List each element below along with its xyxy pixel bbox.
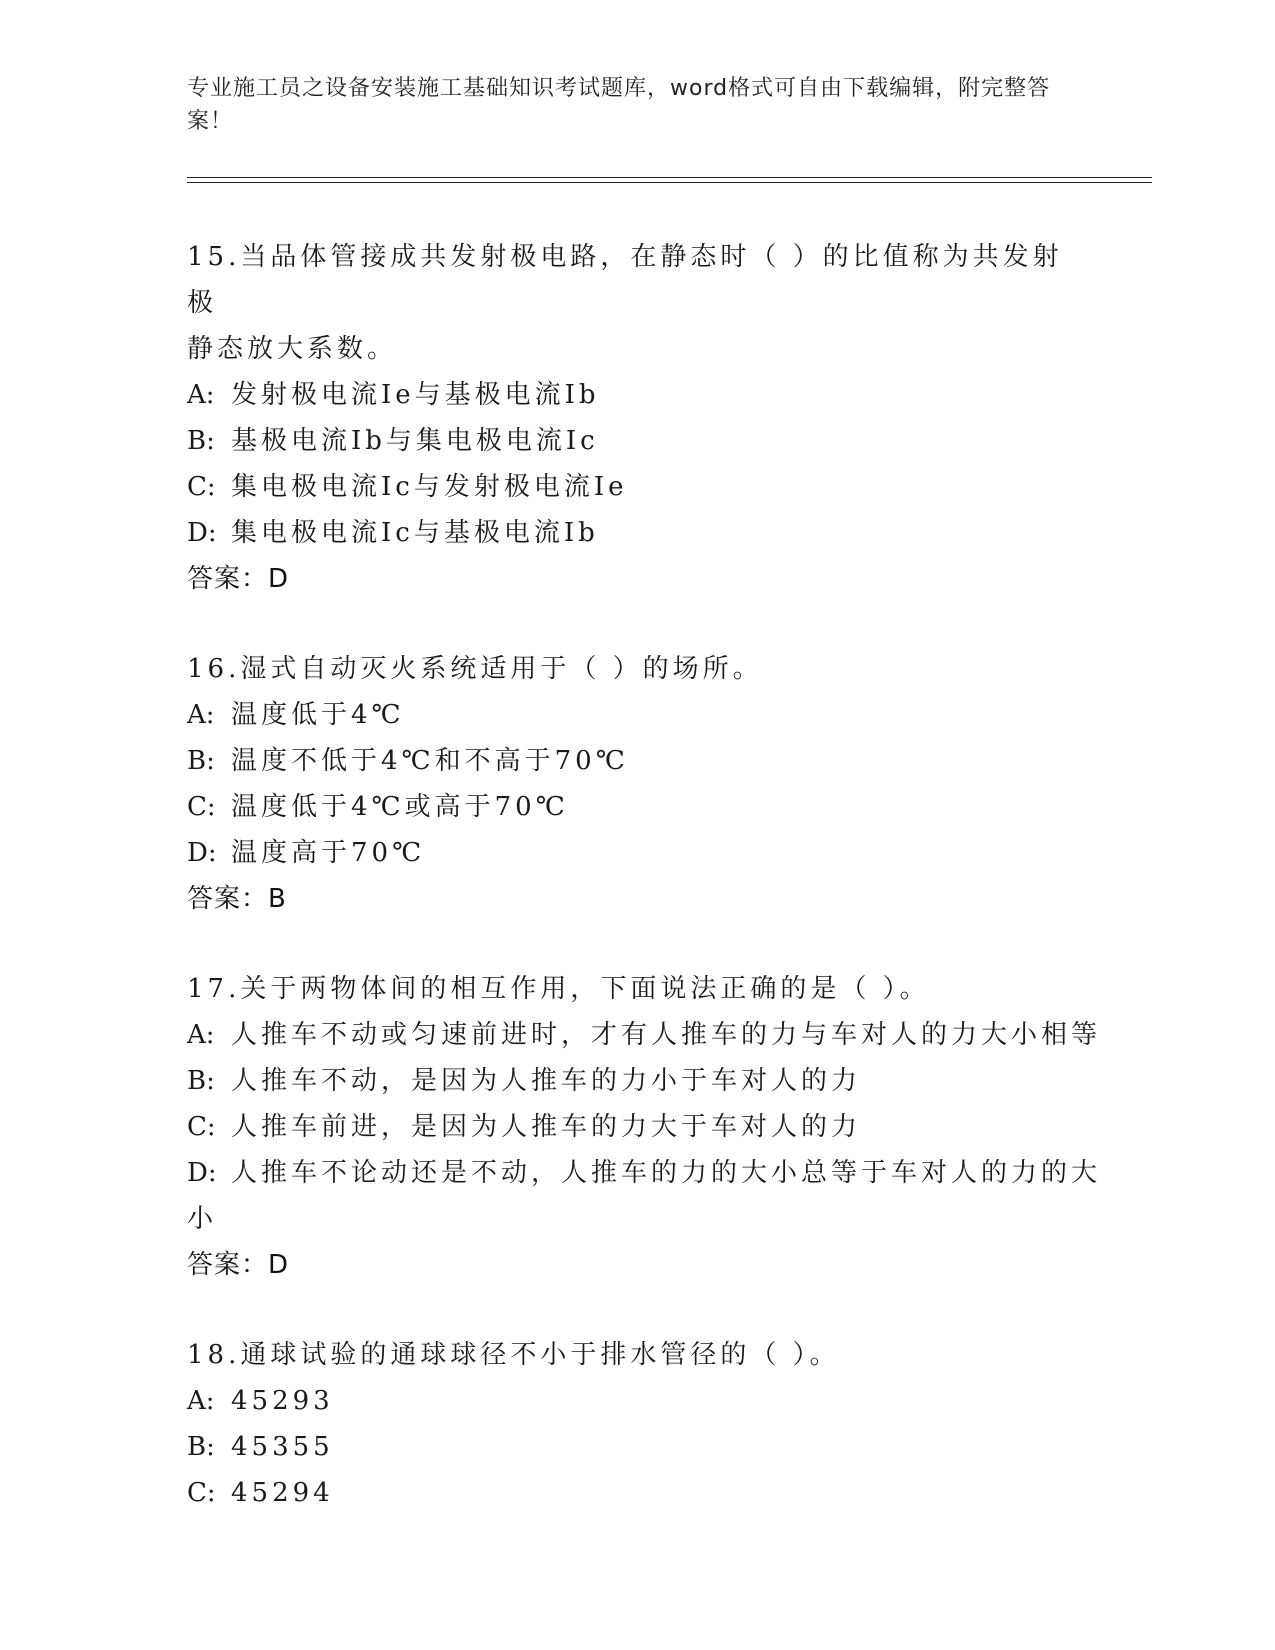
answer-label: 答案：D <box>187 564 290 594</box>
option-key: B: <box>187 746 215 776</box>
question-list <box>187 234 1102 1516</box>
option-d <box>187 830 1087 876</box>
option-text: 集电极电流Ic与基极电流Ib <box>231 518 599 548</box>
option-c <box>187 784 1087 830</box>
option-a <box>187 1012 1102 1058</box>
answer-label: 答案：B <box>187 884 287 914</box>
option-a <box>187 1378 1087 1424</box>
option-key: A: <box>187 380 215 410</box>
option-c <box>187 1470 1087 1516</box>
option-d <box>187 1150 1102 1196</box>
header-rule-top <box>187 177 1152 178</box>
option-b <box>187 1058 1087 1104</box>
question-stem: 18.通球试验的通球球径不小于排水管径的（ ）。 <box>187 1340 840 1370</box>
option-key: B: <box>187 1066 215 1096</box>
question-stem: 15.当品体管接成共发射极电路，在静态时（ ）的比值称为共发射极 <box>187 242 1063 318</box>
header-rule-bottom <box>187 182 1152 183</box>
option-key: B: <box>187 1432 215 1462</box>
option-key: A: <box>187 700 215 730</box>
option-key: C: <box>187 792 216 822</box>
option-key: C: <box>187 1112 216 1142</box>
option-text: 基极电流Ib与集电极电流Ic <box>231 426 599 456</box>
option-text: 发射极电流Ie与基极电流Ib <box>231 380 600 410</box>
option-text: 人推车不论动还是不动，人推车的力的大小总等于车对人的力的大 <box>231 1158 1102 1188</box>
question-17 <box>187 966 1102 1288</box>
option-text: 温度低于4℃ <box>231 700 405 730</box>
option-key: D: <box>187 1158 217 1188</box>
option-text: 人推车不动或匀速前进时，才有人推车的力与车对人的力大小相等 <box>231 1020 1102 1050</box>
option-text: 45355 <box>231 1432 334 1462</box>
document-header: 专业施工员之设备安装施工基础知识考试题库，word格式可自由下载编辑，附完整答案！ <box>187 76 1051 134</box>
option-text: 45294 <box>231 1478 334 1508</box>
question-stem: 16.湿式自动灭火系统适用于（ ）的场所。 <box>187 654 763 684</box>
option-c <box>187 464 1087 510</box>
option-text: 温度不低于4℃和不高于70℃ <box>231 746 629 776</box>
option-key: B: <box>187 426 215 456</box>
option-text: 温度低于4℃或高于70℃ <box>231 792 569 822</box>
question-18 <box>187 1332 1087 1516</box>
option-key: A: <box>187 1386 215 1416</box>
option-text: 人推车前进，是因为人推车的力大于车对人的力 <box>231 1112 862 1142</box>
option-d-continuation: 小 <box>187 1204 218 1234</box>
option-key: D: <box>187 838 217 868</box>
question-16 <box>187 646 1087 922</box>
question-15 <box>187 234 1087 602</box>
option-b <box>187 1424 1087 1470</box>
option-text: 温度高于70℃ <box>231 838 426 868</box>
option-b <box>187 738 1087 784</box>
option-text: 集电极电流Ic与发射极电流Ie <box>231 472 628 502</box>
option-key: D: <box>187 518 217 548</box>
question-stem: 17.关于两物体间的相互作用，下面说法正确的是（ ）。 <box>187 974 930 1004</box>
option-a <box>187 372 1087 418</box>
answer-label: 答案：D <box>187 1250 290 1280</box>
option-d <box>187 510 1087 556</box>
question-stem-continuation: 静态放大系数。 <box>187 334 398 364</box>
option-key: A: <box>187 1020 215 1050</box>
option-text: 45293 <box>231 1386 334 1416</box>
option-text: 人推车不动，是因为人推车的力小于车对人的力 <box>231 1066 862 1096</box>
option-a <box>187 692 1087 738</box>
option-c <box>187 1104 1087 1150</box>
option-key: C: <box>187 472 216 502</box>
option-key: C: <box>187 1478 216 1508</box>
option-b <box>187 418 1087 464</box>
